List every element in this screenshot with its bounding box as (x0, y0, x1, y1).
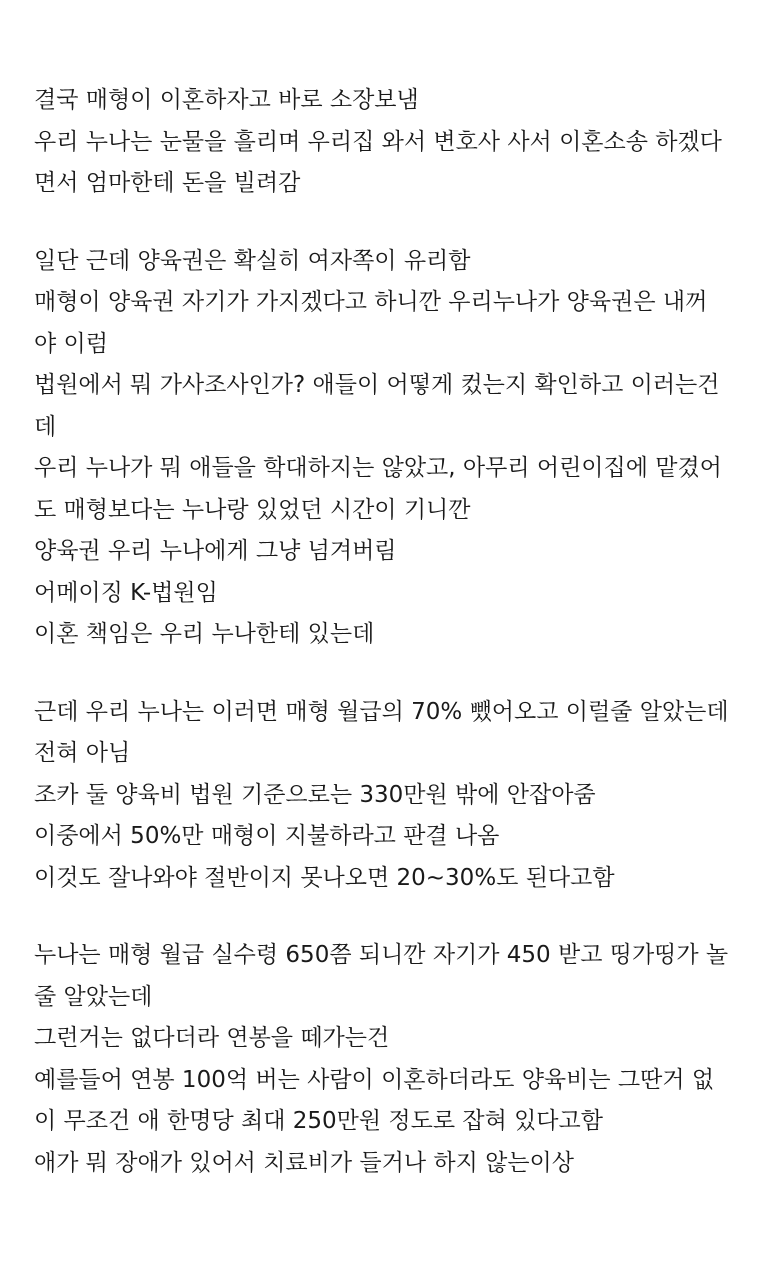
text-line: 누나는 매형 월급 실수령 650쯤 되니깐 자기가 450 받고 띵가띵가 놀 (34, 942, 729, 968)
text-line: 도 매형보다는 누나랑 있었던 시간이 기니깐 (34, 496, 471, 523)
text-line: 법원에서 뭐 가사조사인가? 애들이 어떻게 컸는지 확인하고 이러는건 (34, 372, 720, 398)
paragraph-2 (34, 241, 760, 656)
text-line: 그런거는 없다더라 연봉을 떼가는건 (34, 1025, 390, 1051)
text-line: 이 무조건 애 한명당 최대 250만원 정도로 잡혀 있다고함 (34, 1108, 603, 1134)
paragraph-1 (34, 80, 760, 205)
text-line: 이것도 잘나와야 절반이지 못나오면 20~30%도 된다고함 (34, 864, 615, 891)
text-line: 일단 근데 양육권은 확실히 여자쪽이 유리함 (34, 247, 471, 274)
text-line: 우리 누나가 뭐 애들을 학대하지는 않았고, 아무리 어린이집에 맡겼어 (34, 455, 722, 481)
text-line: 결국 매형이 이혼하자고 바로 소장보냄 (34, 87, 419, 113)
text-line: 데 (34, 413, 57, 440)
text-line: 어메이징 K-법원임 (34, 579, 218, 606)
text-line: 면서 엄마한테 돈을 빌려감 (34, 170, 301, 196)
paragraph-3 (34, 692, 760, 900)
text-line: 애가 뭐 장애가 있어서 치료비가 들거나 하지 않는이상 (34, 1149, 574, 1176)
paragraph-4 (34, 935, 760, 1184)
text-line: 줄 알았는데 (34, 983, 153, 1010)
text-line: 조카 둘 양육비 법원 기준으로는 330만원 밖에 안잡아줌 (34, 781, 596, 808)
text-line: 이혼 책임은 우리 누나한테 있는데 (34, 621, 375, 647)
text-line: 우리 누나는 눈물을 흘리며 우리집 와서 변호사 사서 이혼소송 하겠다 (34, 128, 722, 155)
text-line: 근데 우리 누나는 이러면 매형 월급의 70% 뺐어오고 이럴줄 알았는데 (34, 698, 729, 725)
text-line: 이중에서 50%만 매형이 지불하라고 판결 나옴 (34, 823, 500, 849)
text-line: 매형이 양육권 자기가 가지겠다고 하니깐 우리누나가 양육권은 내꺼 (34, 289, 708, 315)
text-line: 양육권 우리 누나에게 그냥 넘겨버림 (34, 538, 397, 564)
text-line: 야 이럼 (34, 330, 108, 357)
text-line: 예를들어 연봉 100억 버는 사람이 이혼하더라도 양육비는 그딴거 없 (34, 1066, 715, 1093)
text-line: 전혀 아님 (34, 740, 131, 766)
